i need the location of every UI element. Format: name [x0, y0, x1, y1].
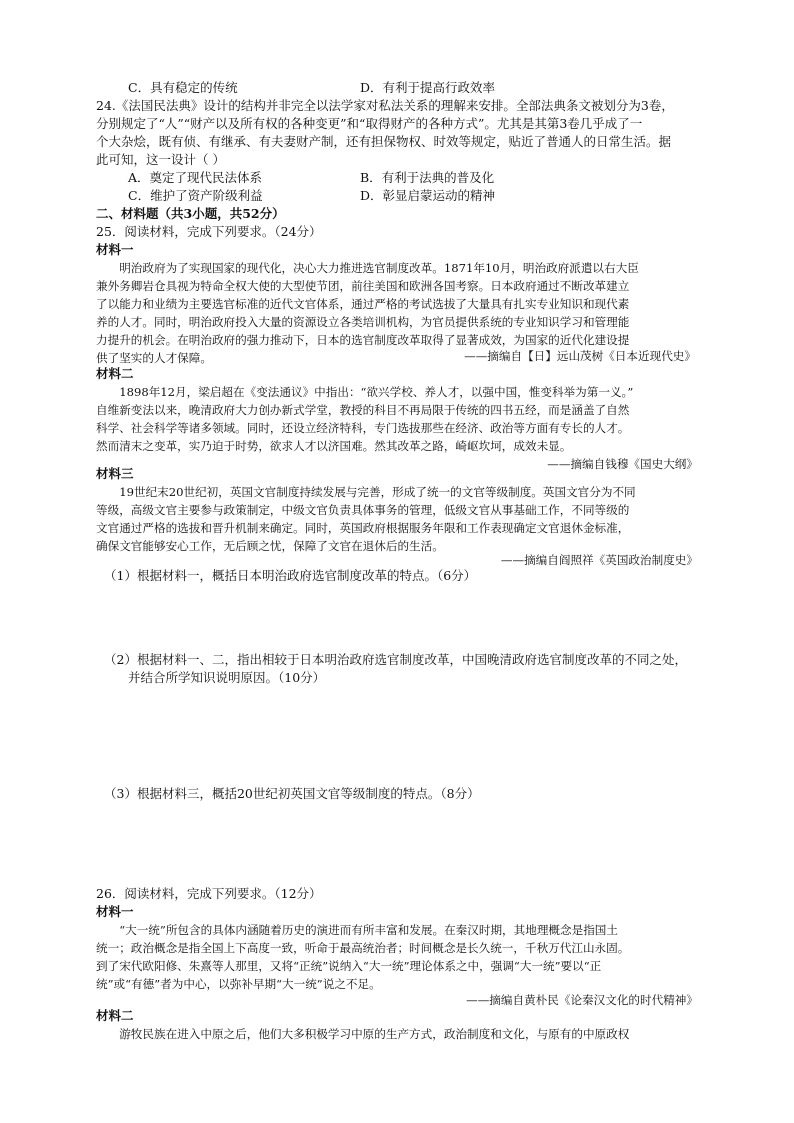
q26-m1-line-1: “大一统”所包含的具体内涵随着历史的演进而有所丰富和发展。在秦汉时期，其地理概念是指国土: [119, 923, 618, 937]
q24-line-3: 个大杂烩，既有侦、有继承、有夫妻财产制，还有担保物权、时效等规定，贴近了普通人的日常生活。据: [96, 134, 672, 149]
q25-sub-question-3: （3）根据材料三，概括20世纪初英国文官等级制度的特点。（8分）: [104, 786, 480, 801]
q25-m1-source: ——摘编自【日】远山茂树《日本近现代史》: [464, 349, 696, 363]
q25-m2-line-1: 1898年12月，梁启超在《变法通议》中指出：“欲兴学校、养人才，以强中国，惟变科举为第一义。”: [119, 385, 634, 399]
q25-m1-line-3: 了以能力和业绩为主要选官标准的近代文官体系，通过严格的考试选拔了大量具有扎实专业知识和现代素: [96, 297, 630, 311]
q25-material-3-label: 材料三: [96, 466, 134, 481]
q25-m1-line-4: 养的人才。同时，明治政府投入大量的资源设立各类培训机构，为官员提供系统的专业知识学习和管理能: [96, 315, 630, 329]
q25-sub-question-1: （1）根据材料一，概括日本明治政府选官制度改革的特点。（6分）: [104, 568, 477, 583]
q25-m2-line-4: 然而清末之变革，实乃迫于时势，欲求人才以济国难。然其改革之路，崎岖坎坷，成效未显。: [96, 439, 572, 453]
q26-m1-source: ——摘编自黄朴民《论秦汉文化的时代精神》: [466, 993, 698, 1007]
q24-line-4: 此可知，这一设计（ ）: [96, 152, 225, 167]
q25-material-2-label: 材料二: [96, 366, 134, 381]
q25-m1-line-5: 力提升的机会。在明治政府的强力推动下，日本的选官制度改革取得了显著成效，为国家的近代化建设提: [96, 333, 630, 347]
q26-stem: 26．阅读材料，完成下列要求。（12分）: [96, 886, 322, 901]
q24-line-2: 分别规定了“人”“财产以及所有权的各种变更”和“取得财产的各种方式”。尤其是其第3卷几乎成了一: [96, 116, 643, 131]
q25-m3-line-2: 等级，高级文官主要参与政策制定，中级文官负责具体事务的管理，低级文官从事基础工作，不同等级的: [96, 503, 630, 517]
q26-material-1-label: 材料一: [96, 904, 134, 919]
q23-option-d: D．有利于提高行政效率: [360, 80, 496, 95]
q23-option-c: C．具有稳定的传统: [128, 80, 238, 95]
q26-m2-line-1: 游牧民族在进入中原之后，他们大多积极学习中原的生产方式，政治制度和文化，与原有的中原政权: [119, 1027, 630, 1041]
q24-option-a: A．奠定了现代民法体系: [128, 170, 263, 185]
q24-option-b: B．有利于法典的普及化: [360, 170, 495, 185]
q25-m2-line-2: 自维新变法以来，晚清政府大力创办新式学堂，教授的科目不再局限于传统的四书五经，而是涵盖了自然: [96, 403, 630, 417]
q25-sub-question-2-line-2: 并结合所学知识说明原因。（10分）: [128, 670, 326, 685]
q26-m1-line-4: 统”或“有德”者为中心，以弥补早期“大一统”说之不足。: [96, 977, 381, 991]
q25-m2-source: ——摘编自钱穆《国史大纲》: [547, 457, 698, 471]
q25-m3-line-4: 确保文官能够安心工作，无后顾之忧，保障了文官在退休后的生活。: [96, 539, 444, 553]
q26-m1-line-2: 统一；政治概念是指全国上下高度一致，听命于最高统治者；时间概念是长久统一，千秋万代江山永固。: [96, 941, 630, 955]
q25-material-1-label: 材料一: [96, 242, 134, 257]
section-2-title: 二、材料题（共3小题，共52分）: [96, 206, 285, 221]
q25-stem: 25．阅读材料，完成下列要求。（24分）: [96, 224, 322, 239]
q25-sub-question-2-line-1: （2）根据材料一、二，指出相较于日本明治政府选官制度改革，中国晚清政府选官制度改革的不同之处，: [104, 652, 687, 667]
q25-m1-line-1: 明治政府为了实现国家的现代化，决心大力推进选官制度改革。1871年10月，明治政府派遣以右大臣: [119, 261, 639, 275]
q26-m1-line-3: 到了宋代欧阳修、朱熹等人那里，又将“正统”说纳入“大一统”理论体系之中，强调“大一统”要以“正: [96, 959, 602, 973]
q25-m3-source: ——摘编自阎照祥《英国政治制度史》: [500, 553, 698, 567]
q25-m2-line-3: 科学、社会科学等诸多领域。同时，还设立经济特科，专门选拔那些在经济、政治等方面有专长的人才。: [96, 421, 630, 435]
q24-option-d: D．彰显启蒙运动的精神: [360, 188, 496, 203]
q25-m1-line-2: 兼外务卿岩仓具视为特命全权大使的大型使节团，前往美国和欧洲各国考察。日本政府通过不断改革建立: [96, 279, 630, 293]
q26-material-2-label: 材料二: [96, 1008, 134, 1023]
q25-m1-line-6: 供了坚实的人才保障。: [96, 351, 212, 365]
q24-option-c: C．维护了资产阶级利益: [128, 188, 263, 203]
q24-line-1: 24.《法国民法典》设计的结构并非完全以法学家对私法关系的理解来安排。全部法典条文被划分为3卷，: [96, 98, 674, 113]
q25-m3-line-1: 19世纪末20世纪初，英国文官制度持续发展与完善，形成了统一的文官等级制度。英国文官分为不同: [119, 485, 636, 499]
q25-m3-line-3: 文官通过严格的选拔和晋升机制来确定。同时，英国政府根据服务年限和工作表现确定文官退休金标准，: [96, 521, 630, 535]
